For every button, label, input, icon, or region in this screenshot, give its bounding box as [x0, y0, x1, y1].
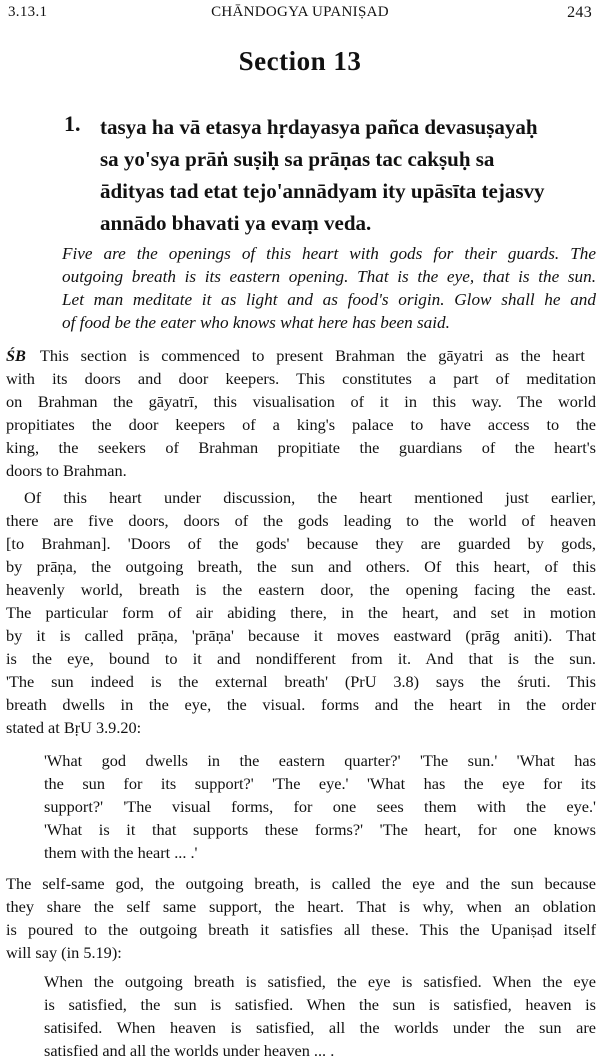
quote-line: satisfied and all the worlds under heaven ... . — [44, 1041, 335, 1060]
paragraph-line — [6, 344, 596, 367]
book-title: CHĀNDOGYA UPANIṢAD — [211, 4, 389, 20]
paragraph-line: they share the self same support, the heart. That is why, when an oblation — [6, 897, 596, 916]
paragraph-line: Of this heart under discussion, the heart mentioned just earlier, — [24, 488, 596, 507]
quote-line: the sun for its support?' 'The eye.' 'What has the eye for its — [44, 774, 596, 793]
sanskrit-verse — [100, 111, 596, 239]
commentary-paragraph-1 — [6, 344, 596, 482]
paragraph-line: The particular form of air abiding there, in the heart, and set in motion — [6, 603, 596, 622]
translation-line: of food be the eater who knows what here has been said. — [62, 313, 450, 332]
commentary-paragraph-3 — [6, 872, 596, 964]
paragraph-line: with its doors and door keepers. This constitutes a part of meditation — [6, 369, 596, 388]
verse-translation — [62, 242, 596, 334]
quote-line: 'What is it that supports these forms?' 'The heart, for one knows — [44, 820, 596, 839]
verse-number: 1. — [64, 111, 81, 136]
quote-line: them with the heart ... .' — [44, 843, 198, 862]
paragraph-line: on Brahman the gāyatrī, this visualisation of it in this way. The world — [6, 392, 596, 411]
paragraph-line: [to Brahman]. 'Doors of the gods' because they are guarded by gods, — [6, 534, 596, 553]
section-reference: 3.13.1 — [8, 4, 48, 20]
paragraph-line: breath dwells in the eye, the visual. forms and the heart in the order — [6, 695, 596, 714]
paragraph-line: by it is called prāṇa, 'prāṇa' because it moves eastward (prāg aniti). That — [6, 626, 596, 645]
commentary-tag: ŚB — [6, 346, 26, 365]
paragraph-line: is the eye, bound to it and nondifferent from it. And that is the sun. — [6, 649, 596, 668]
paragraph-line: stated at BṛU 3.9.20: — [6, 718, 142, 737]
quotation-block-2 — [44, 970, 596, 1062]
paragraph-line: by prāṇa, the outgoing breath, the sun and others. Of this heart, of this — [6, 557, 596, 576]
paragraph-line: The self-same god, the outgoing breath, is called the eye and the sun because — [6, 874, 596, 893]
paragraph-line-text: This section is commenced to present Brahman the gāyatri as the heart — [39, 346, 585, 365]
verse-line: ādityas tad etat tejo'annādyam ity upāsīta tejasvy — [100, 179, 545, 203]
commentary-paragraph-2 — [6, 486, 596, 739]
paragraph-line: is poured to the outgoing breath it satisfies all these. This the Upaniṣad itself — [6, 920, 596, 939]
section-title: Section 13 — [238, 46, 362, 76]
quotation-block-1 — [44, 749, 596, 864]
translation-line: outgoing breath is its eastern opening. That is the eye, that is the sun. — [62, 267, 596, 286]
quote-line: 'What god dwells in the eastern quarter?' 'The sun.' 'What has — [44, 751, 596, 770]
quote-line: satisifed. When heaven is satisfied, all the worlds under the sun are — [44, 1018, 596, 1037]
quote-line: is satisfied, the sun is satisfied. When the sun is satisfied, heaven is — [44, 995, 596, 1014]
paragraph-line: 'The sun indeed is the external breath' (PrU 3.8) says the śruti. This — [6, 672, 596, 691]
verse-line: sa yo'sya prāṅ suṣiḥ sa prāṇas tac cakṣuḥ sa — [100, 147, 495, 171]
translation-line: Five are the openings of this heart with gods for their guards. The — [62, 244, 596, 263]
paragraph-line: king, the seekers of Brahman propitiate the guardians of the heart's — [6, 438, 596, 457]
paragraph-line: there are five doors, doors of the gods leading to the world of heaven — [6, 511, 596, 530]
verse-line: annādo bhavati ya evaṃ veda. — [100, 211, 372, 235]
paragraph-line: heavenly world, breath is the eastern door, the opening facing the east. — [6, 580, 596, 599]
verse-line: tasya ha vā etasya hṛdayasya pañca devasuṣayaḥ — [100, 115, 538, 139]
running-header — [8, 4, 592, 26]
paragraph-line: propitiates the door keepers of a king's palace to have access to the — [6, 415, 596, 434]
paragraph-line: doors to Brahman. — [6, 461, 127, 480]
paragraph-line: will say (in 5.19): — [6, 943, 122, 962]
quote-line: support?' 'The visual forms, for one sees them with the eye.' — [44, 797, 596, 816]
translation-line: Let man meditate it as light and as food's origin. Glow shall he and — [62, 290, 596, 309]
quote-line: When the outgoing breath is satisfied, the eye is satisfied. When the eye — [44, 972, 596, 991]
page-number: 243 — [567, 4, 592, 21]
